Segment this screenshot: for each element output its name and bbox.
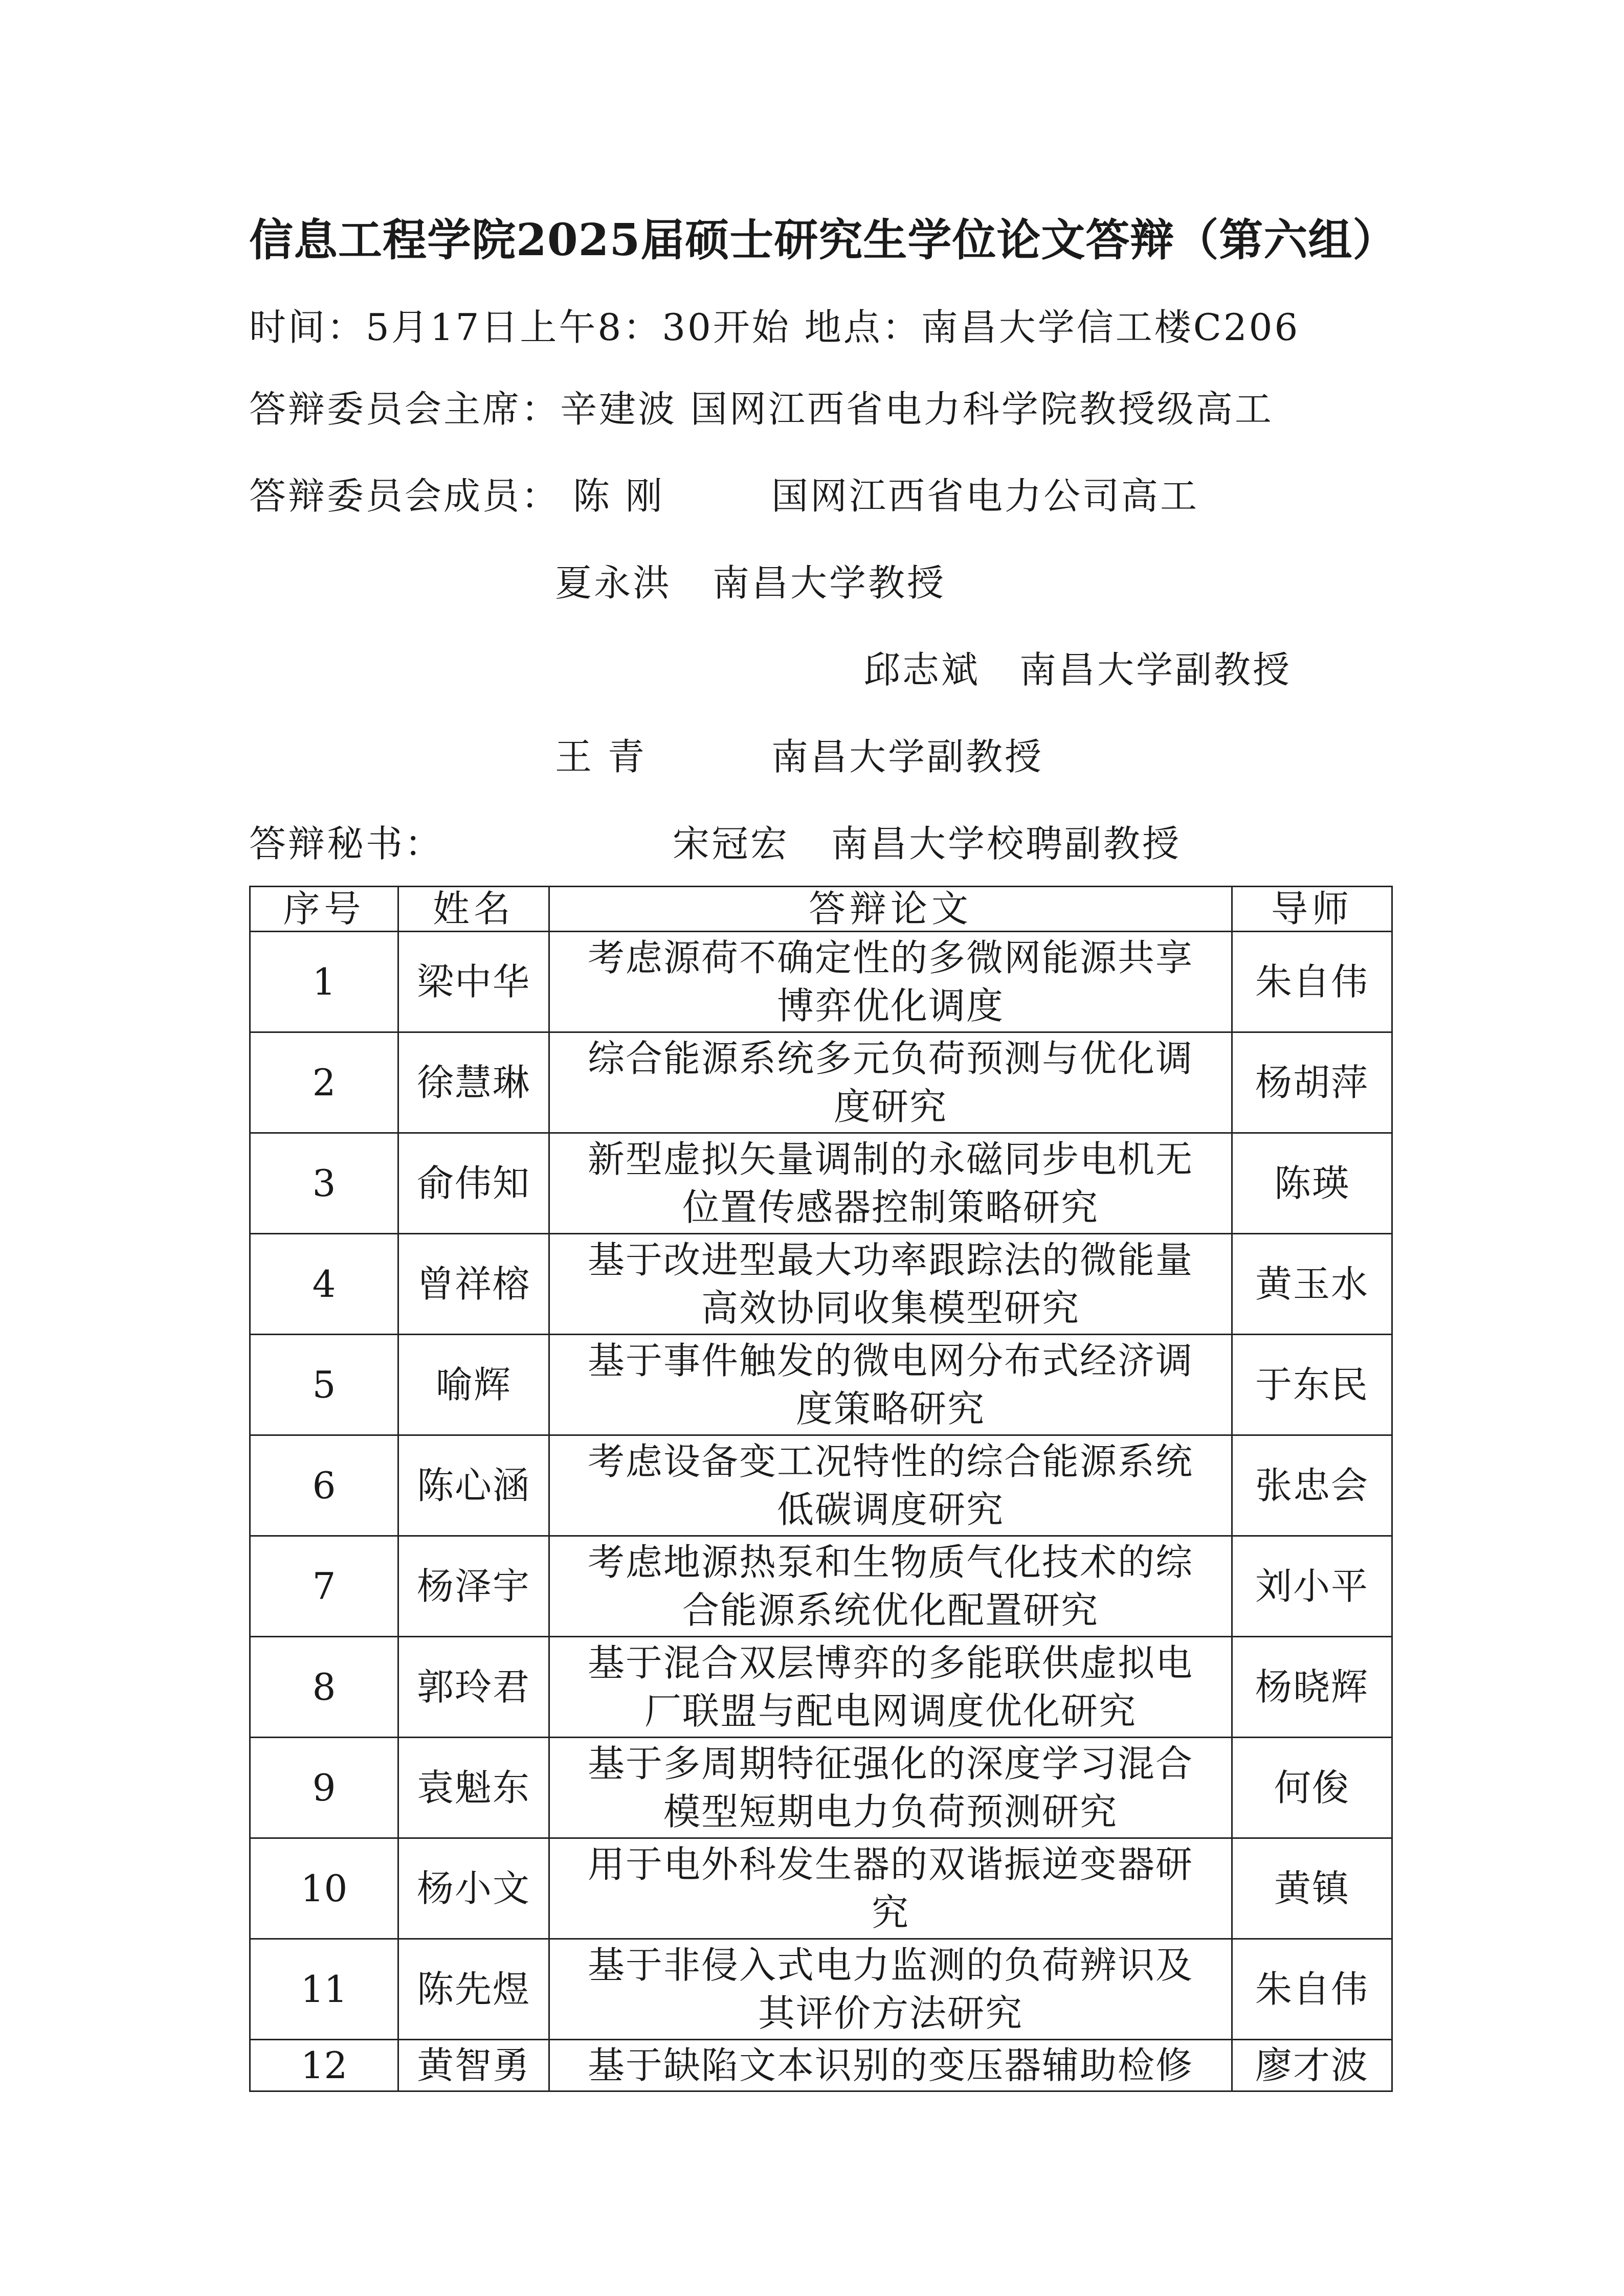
member-affiliation: 南昌大学副教授 xyxy=(771,735,1044,778)
cell-number: 9 xyxy=(250,1738,398,1838)
table-row xyxy=(250,1234,1392,1335)
member-affiliation: 南昌大学副教授 xyxy=(1019,648,1292,691)
committee-chair-line: 答辩委员会主席：辛建波 国网江西省电力科学院教授级高工 xyxy=(249,388,1274,431)
cell-advisor: 廖才波 xyxy=(1232,2040,1392,2091)
page-title: 信息工程学院2025届硕士研究生学位论文答辩（第六组） xyxy=(249,214,1397,266)
cell-student-name: 曾祥榕 xyxy=(398,1234,549,1335)
cell-student-name: 徐慧琳 xyxy=(398,1032,549,1133)
member-affiliation: 南昌大学教授 xyxy=(713,561,946,604)
table-row xyxy=(250,1838,1392,1939)
cell-thesis-title: 综合能源系统多元负荷预测与优化调度研究 xyxy=(549,1032,1232,1133)
defense-schedule-table xyxy=(249,886,1393,2092)
member-name: 陈 刚 xyxy=(573,475,664,517)
committee-members-label: 答辩委员会成员： xyxy=(249,475,561,517)
table-body xyxy=(250,932,1392,2091)
cell-advisor: 杨胡萍 xyxy=(1232,1032,1392,1133)
cell-number: 7 xyxy=(250,1536,398,1637)
cell-student-name: 黄智勇 xyxy=(398,2040,549,2091)
cell-thesis-title: 考虑源荷不确定性的多微网能源共享博弈优化调度 xyxy=(549,932,1232,1032)
header-name: 姓名 xyxy=(398,887,549,932)
member-name: 夏永洪 xyxy=(555,561,672,604)
table-row xyxy=(250,1637,1392,1738)
cell-advisor: 张忠会 xyxy=(1232,1435,1392,1536)
secretary-affiliation: 南昌大学校聘副教授 xyxy=(831,822,1182,865)
secretary-name: 宋冠宏 xyxy=(673,822,790,865)
table-row xyxy=(250,1536,1392,1637)
cell-number: 4 xyxy=(250,1234,398,1335)
cell-number: 6 xyxy=(250,1435,398,1536)
cell-student-name: 梁中华 xyxy=(398,932,549,1032)
table-row xyxy=(250,1939,1392,2040)
cell-thesis-title: 基于多周期特征强化的深度学习混合模型短期电力负荷预测研究 xyxy=(549,1738,1232,1838)
cell-student-name: 陈心涵 xyxy=(398,1435,549,1536)
header-advisor: 导师 xyxy=(1232,887,1392,932)
member-affiliation: 国网江西省电力公司高工 xyxy=(771,475,1199,517)
table-row xyxy=(250,1738,1392,1838)
cell-thesis-title: 基于混合双层博弈的多能联供虚拟电厂联盟与配电网调度优化研究 xyxy=(549,1637,1232,1738)
cell-advisor: 于东民 xyxy=(1232,1335,1392,1435)
cell-number: 5 xyxy=(250,1335,398,1435)
cell-advisor: 黄镇 xyxy=(1232,1838,1392,1939)
cell-number: 10 xyxy=(250,1838,398,1939)
cell-number: 2 xyxy=(250,1032,398,1133)
cell-thesis-title: 考虑设备变工况特性的综合能源系统低碳调度研究 xyxy=(549,1435,1232,1536)
table-row xyxy=(250,1435,1392,1536)
cell-student-name: 陈先煜 xyxy=(398,1939,549,2040)
cell-number: 3 xyxy=(250,1133,398,1234)
table-header-row xyxy=(250,887,1392,932)
cell-thesis-title: 新型虚拟矢量调制的永磁同步电机无位置传感器控制策略研究 xyxy=(549,1133,1232,1234)
cell-student-name: 喻辉 xyxy=(398,1335,549,1435)
secretary-label: 答辩秘书： xyxy=(249,822,444,865)
cell-student-name: 袁魁东 xyxy=(398,1738,549,1838)
cell-advisor: 杨晓辉 xyxy=(1232,1637,1392,1738)
cell-number: 1 xyxy=(250,932,398,1032)
table-row xyxy=(250,2040,1392,2091)
cell-advisor: 朱自伟 xyxy=(1232,1939,1392,2040)
cell-thesis-title: 基于事件触发的微电网分布式经济调度策略研究 xyxy=(549,1335,1232,1435)
cell-thesis-title: 基于非侵入式电力监测的负荷辨识及其评价方法研究 xyxy=(549,1939,1232,2040)
time-location-line: 时间：5月17日上午8：30开始 地点：南昌大学信工楼C206 xyxy=(249,306,1300,349)
table-row xyxy=(250,1032,1392,1133)
cell-advisor: 黄玉水 xyxy=(1232,1234,1392,1335)
cell-thesis-title: 基于缺陷文本识别的变压器辅助检修 xyxy=(549,2040,1232,2091)
cell-student-name: 杨泽宇 xyxy=(398,1536,549,1637)
cell-number: 12 xyxy=(250,2040,398,2091)
cell-number: 8 xyxy=(250,1637,398,1738)
table-row xyxy=(250,1133,1392,1234)
cell-advisor: 朱自伟 xyxy=(1232,932,1392,1032)
cell-student-name: 郭玲君 xyxy=(398,1637,549,1738)
cell-student-name: 杨小文 xyxy=(398,1838,549,1939)
cell-advisor: 刘小平 xyxy=(1232,1536,1392,1637)
cell-student-name: 俞伟知 xyxy=(398,1133,549,1234)
cell-thesis-title: 考虑地源热泵和生物质气化技术的综合能源系统优化配置研究 xyxy=(549,1536,1232,1637)
cell-number: 11 xyxy=(250,1939,398,2040)
table-row xyxy=(250,1335,1392,1435)
table-row xyxy=(250,932,1392,1032)
cell-advisor: 何俊 xyxy=(1232,1738,1392,1838)
cell-advisor: 陈瑛 xyxy=(1232,1133,1392,1234)
member-name: 邱志斌 xyxy=(863,648,981,691)
header-thesis: 答辩论文 xyxy=(549,887,1232,932)
member-name: 王 青 xyxy=(555,735,647,778)
cell-thesis-title: 基于改进型最大功率跟踪法的微能量高效协同收集模型研究 xyxy=(549,1234,1232,1335)
header-number: 序号 xyxy=(250,887,398,932)
cell-thesis-title: 用于电外科发生器的双谐振逆变器研究 xyxy=(549,1838,1232,1939)
